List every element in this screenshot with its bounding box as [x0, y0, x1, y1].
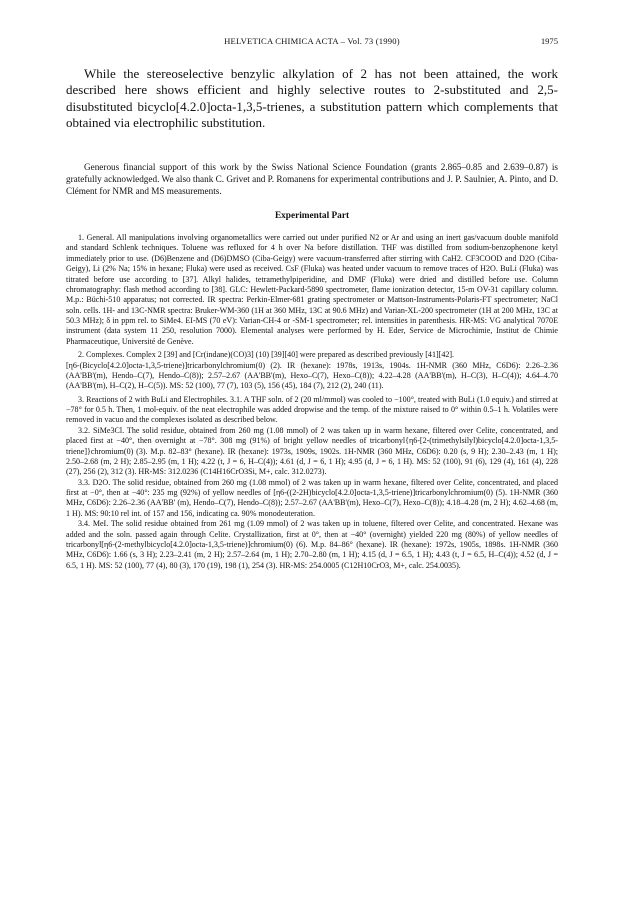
section-heading: Experimental Part	[274, 211, 350, 221]
para-mei: 3.4. MeI. The solid residue obtained from 261 mg (1.09 mmol) of 2 was taken up in toluene, filtered over Celite, and concentrated. Hexane was added and the soln. passed again through Celite. Crystallization, first at 0°, then at −40° (overnight) yielded 220 mg (80%) of yellow needles of tricarbonyl[η6-(2-methylbicyclo[4.2.0]octa-1,3,5-triene)]chromium(0) (6). M.p. 84–86° (hexane). IR (hexane): 1972s, 1905s, 1898s. 1H-NMR (360 MHz, C6D6): 1.66 (s, 3 H); 2.23–2.41 (m, 2 H); 2.57–2.64 (m, 1 H); 2.70–2.80 (m, 1 H); 4.15 (d, J = 6.5, 1 H); 4.43 (t, J = 6.5, H–C(4)); 4.52 (d, J = 6.5, 1 H). MS: 52 (100), 77 (4), 80 (3), 170 (19), 198 (1), 254 (3). HR-MS: 254.0005 (C12H10CrO3, M+, calc. 254.0035).	[66, 519, 558, 570]
intro-paragraph: While the stereoselective benzylic alkylation of 2 has not been attained, the work described here shows efficient and highly selective routes to 2-substituted and 2,5-disubstituted bicyclo[4.2.0]octa-1,3,5-trienes, a substitution pattern which complements that obtained via electrophilic substitution.	[66, 66, 558, 130]
para-reactions: 3. Reactions of 2 with BuLi and Electrophiles. 3.1. A THF soln. of 2 (20 ml/mmol) was cooled to −100°, treated with BuLi (1.0 equiv.) and stirred at −78° for 0.5 h. Then, 1 mol-equiv. of the neat electrophile was added dropwise and the temp. of the mixture raised to 0° within 0.5–1 h. Volatiles were removed in vacuo and the complexes isolated as described below.	[66, 394, 558, 425]
page-number: 1975	[540, 36, 558, 46]
journal-title: HELVETICA CHIMICA ACTA – Vol. 73 (1990)	[224, 36, 400, 46]
para-complexes: 2. Complexes. Complex 2 [39] and [Cr(indane)(CO)3] (10) [39][40] were prepared as described previously [41][42].	[78, 350, 455, 360]
acknowledgements: Generous financial support of this work by the Swiss National Science Foundation (grants 2.865–0.85 and 2.639–0.87) is gratefully acknowledged. We also thank C. Grivet and P. Romanens for experimental contributions and J. P. Saulnier, A. Pinto, and D. Clément for NMR and MS measurements.	[66, 162, 558, 196]
para-sime3cl: 3.2. SiMe3Cl. The solid residue, obtained from 260 mg (1.08 mmol) of 2 was taken up in warm hexane, filtered over Celite, concentrated, and placed first at −40°, then overnight at −78°. 308 mg (91%) of bright yellow needles of tricarbonyl{η6-[2-(trimethylsilyl)bicyclo[4.2.0]octa-1,3,5-triene]}chromium(0) (3). M.p. 82–83° (hexane). IR (hexane): 1973s, 1909s, 1902s. 1H-NMR (360 MHz, C6D6): 0.20 (s, 9 H); 2.30–2.43 (m, 1 H); 2.50–2.68 (m, 2 H); 2.85–2.95 (m, 1 H); 4.22 (t, J = 6, H–C(4)); 4.61 (d, J = 6, 1 H); 4.95 (d, J = 6, 1 H). MS: 52 (100), 91 (6), 129 (4), 161 (4), 228 (27), 256 (2), 312 (3). HR-MS: 312.0236 (C14H16CrO3Si, M+, calc. 312.0273).	[66, 425, 558, 477]
para-general: 1. General. All manipulations involving organometallics were carried out under purified N2 or Ar and using an inert gas/vacuum double manifold and standard Schlenk techniques. Toluene was refluxed for 4 h over Na before distillation. THF was distilled from sodium-benzophenone ketyl immediately prior to use. (D6)Benzene and (D6)DMSO (Ciba-Geigy) were vacuum-transferred after stirring with CaH2. CF3COOD and D2O (Ciba-Geigy), Li (2% Na; 15% in hexane; Fluka) were used as received. CsF (Fluka) was heated under vacuum to remove traces of H2O. BuLi (Fluka) was titrated before use according to [37]. Alkyl halides, tetramethylpiperidine, and DMF (Fluka) were dried and distilled before use. Column chromatography: flash method according to [38]. GLC: Hewlett-Packard-5890 spectrometer, flame ionization detector, 15-m OV-31 capillary column. M.p.: Büchi-510 apparatus; not corrected. IR spectra: Perkin-Elmer-681 grating spectrometer or Mattson-Instruments-Polaris-FT spectrometer; NaCl soln. cells. 1H- and 13C-NMR spectra: Bruker-WM-360 (1H at 360 MHz, 13C at 90.6 MHz) and Varian-XL-200 spectrometer (1H at 200 MHz, 13C at 50.3 MHz); δ in ppm rel. to SiMe4. EI-MS (70 eV): Varian-CH-4 or -SM-1 spectrometer; rel. intensities in parenthesis. HR-MS: VG analytical 7070E instrument (data system 11 250, resolution 7000). Elemental analyses were performed by H. Eder, Service de Microchimie, Institut de Chimie Pharmaceutique, Université de Genève.	[66, 233, 558, 346]
experimental-body	[66, 233, 558, 571]
para-compound-2: [η6-(Bicyclo[4.2.0]octa-1,3,5-triene)]tricarbonylchromium(0) (2). IR (hexane): 1978s, 1913s, 1904s. 1H-NMR (360 MHz, C6D6): 2.26–2.36 (AA'BB'(m), Hendo–C(7), Hendo–C(8)); 2.57–2.67 (AA'BB'(m), Hexo–C(7), Hexo–C(8)); 4.22–4.28 (AA'BB'(m), H–C(3), H–C(4)); 4.64–4.70 (AA'BB'(m), H–C(2), H–C(5)). MS: 52 (100), 77 (7), 103 (5), 156 (45), 184 (7), 212 (2), 240 (11).	[66, 360, 558, 391]
running-header	[66, 36, 558, 50]
para-d2o: 3.3. D2O. The solid residue, obtained from 260 mg (1.08 mmol) of 2 was taken up in warm hexane, filtered over Celite, concentrated, and placed first at −0°, then at −40°: 235 mg (92%) of yellow needles of [η6-((2-2H)bicyclo[4.2.0]octa-1,3,5-triene)]tricarbonylchromium(0) (5). 1H-NMR (360 MHz, C6D6): 2.26–2.36 (AA'BB' (m), Hendo–C(7), Hendo–C(8)); 2.57–2.67 (AA'BB'(m), Hexo–C(7), Hexo–C(8)); 4.18–4.28 (m, 2 H); 4.62–4.68 (m, 1 H). MS: 90:10 rel int. of 157 and 156, indicating ca. 90% monodeuteration.	[66, 477, 558, 518]
